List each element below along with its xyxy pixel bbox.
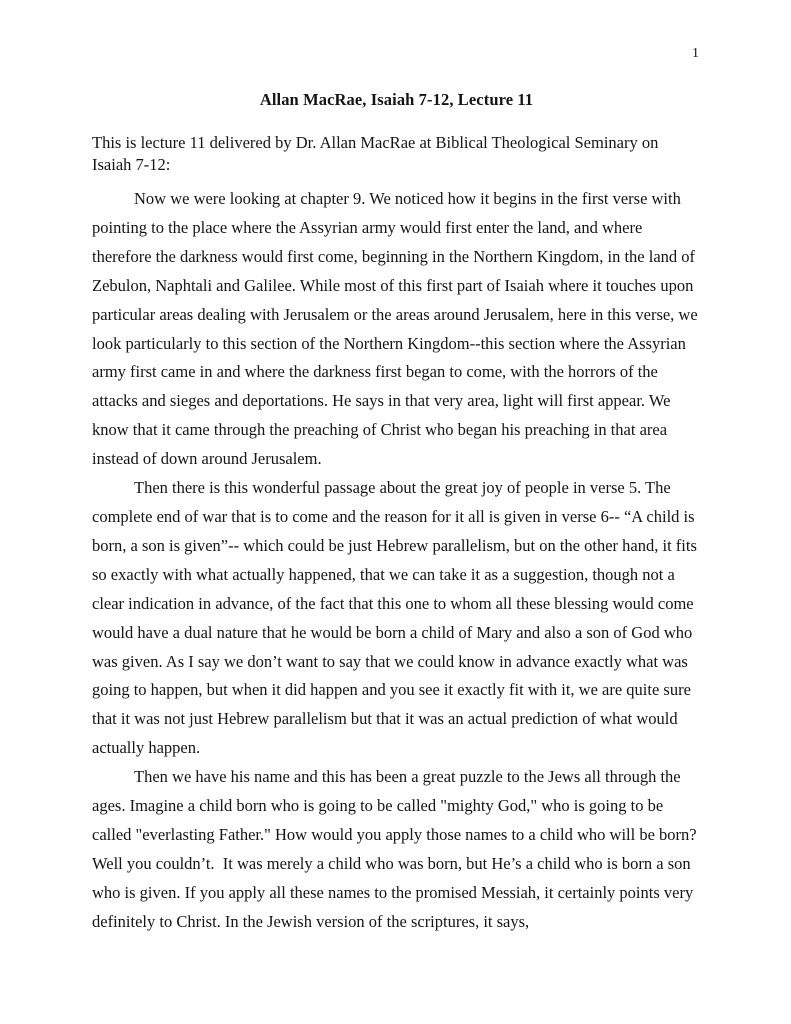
document-content	[92, 90, 705, 937]
intro-paragraph: This is lecture 11 delivered by Dr. Allan MacRae at Biblical Theological Seminary on Isaiah 7-12:	[92, 133, 659, 174]
page-number: 1	[692, 46, 699, 61]
page-title: Allan MacRae, Isaiah 7-12, Lecture 11	[259, 90, 534, 109]
paragraph-1: Now we were looking at chapter 9. We noticed how it begins in the first verse with pointing to the place where the Assyrian army would first enter the land, and where therefore the darkness would first come, beginning in the Northern Kingdom, in the land of Zebulon, Naphtali and Galilee. While most of this first part of Isaiah where it touches upon particular areas dealing with Jerusalem or the areas around Jerusalem, here in this verse, we look particularly to this section of the Northern Kingdom--this section where the Assyrian army first came in and where the darkness first began to come, with the horrors of the attacks and sieges and deportations. He says in that very area, light will first appear. We know that it came through the preaching of Christ who began his preaching in that area instead of down around Jerusalem.	[92, 189, 702, 469]
paragraph-2: Then there is this wonderful passage about the great joy of people in verse 5. The complete end of war that is to come and the reason for it all is given in verse 6-- “A child is born, a son is given”-- which could be just Hebrew parallelism, but on the other hand, it fits so exactly with what actually happened, that we can take it as a suggestion, though not a clear indication in advance, of the fact that this one to whom all these blessing would come would have a dual nature that he would be born a child of Mary and also a son of God who was given. As I say we don’t want to say that we could know in advance exactly what was going to happen, but when it did happen and you see it exactly fit with it, we are quite sure that it was not just Hebrew parallelism but that it was an actual prediction of what would actually happen.	[92, 478, 701, 758]
paragraph-3: Then we have his name and this has been a great puzzle to the Jews all through the ages. Imagine a child born who is going to be called "mighty God," who is going to be called "everlasting Father." How would you apply those names to a child who will be born? Well you couldn’t. It was merely a child who was born, but He’s a child who is born a son who is given. If you apply all these names to the promised Messiah, it certainly points very definitely to Christ. In the Jewish version of the scriptures, it says,	[92, 767, 705, 931]
